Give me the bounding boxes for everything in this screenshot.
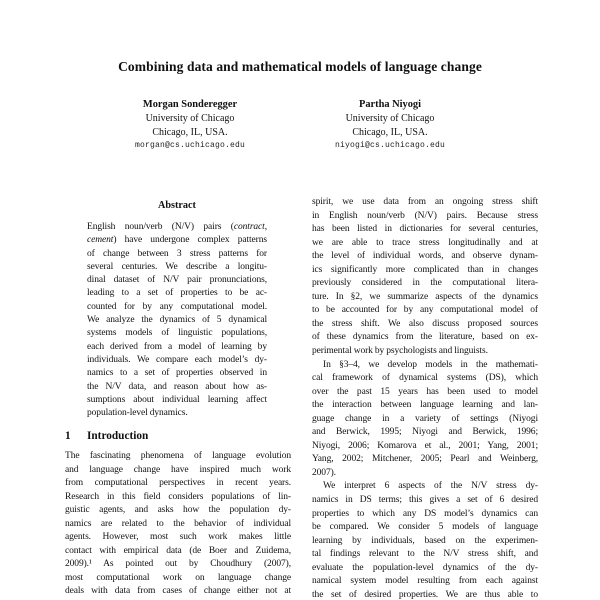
text-line: namics are related to the behavior of individual	[65, 518, 291, 529]
text-line: in English noun/verb (N/V) pairs. Because stress	[312, 210, 538, 221]
author-block-1	[90, 98, 290, 153]
text-line: population-level dynamics.	[87, 408, 188, 419]
author-location: Chicago, IL, USA.	[152, 126, 228, 138]
text-line: the N/V data, and reason about how as-	[87, 381, 267, 392]
text-line: namics to a set of properties observed in	[87, 368, 267, 379]
text-line: English noun/verb (N/V) pairs (contract,	[87, 222, 267, 232]
paper-title: Combining data and mathematical models of language change	[118, 59, 482, 74]
text-line: dinal dataset of N/V pair pronunciations,	[87, 275, 267, 286]
text-line: learning by individuals, based on the experimen-	[312, 535, 538, 546]
author-affiliation: University of Chicago	[345, 112, 435, 124]
introduction-body-left-column	[65, 450, 291, 599]
text-line: individuals. We compare each model’s dy-	[87, 354, 267, 365]
text-line: perimental work by psychologists and linguists.	[312, 346, 488, 357]
author-location: Chicago, IL, USA.	[352, 126, 428, 138]
text-line: and language change have inspired much work	[65, 464, 291, 475]
text-line: 2009).¹ As pointed out by Choudhury (2007),	[65, 559, 291, 569]
text-line: spirit, we use data from an ongoing stress shift	[312, 197, 538, 207]
text-line: and Berwick, 1995; Niyogi and Berwick, 1996;	[312, 427, 538, 438]
text-line: several centuries. We describe a longitu-	[87, 261, 267, 272]
text-line: sumptions about individual learning affect	[87, 394, 267, 405]
text-line: In §3–4, we develop models in the mathemati-	[323, 359, 538, 370]
abstract-heading: Abstract	[158, 200, 196, 211]
text-line: agents. However, most such work makes little	[65, 532, 291, 542]
text-line: properties to which any DS model’s dynamics can	[312, 508, 538, 519]
text-line: systems models of linguistic populations,	[87, 328, 267, 339]
text-line: from computational perspectives in recent years.	[65, 478, 291, 488]
text-line: leading to a set of properties to be ac-	[87, 288, 267, 299]
section-1-heading	[65, 430, 291, 442]
text-line: contact with empirical data (de Boer and Zuidema,	[65, 545, 291, 556]
text-line: guistic agents, and asks how the population dy-	[65, 505, 291, 515]
text-line: of these dynamics from the literature, based on ex-	[312, 332, 538, 343]
text-line: to be accounted for by any computational model of	[312, 305, 538, 316]
text-line: ture. In §2, we summarize aspects of the dynamics	[312, 291, 538, 302]
abstract-body	[87, 221, 267, 420]
author-email: niyogi@cs.uchicago.edu	[334, 141, 446, 151]
text-line: cement) have undergone complex patterns	[87, 235, 267, 246]
text-line: over the past 15 years has been used to model	[312, 386, 538, 397]
text-line: the set of desired properties. We are thus able to	[312, 589, 538, 600]
author-name: Morgan Sonderegger	[142, 99, 238, 110]
text-line: previously considered in the computational litera-	[312, 278, 538, 289]
author-name: Partha Niyogi	[358, 99, 422, 110]
text-line: deals with data from cases of change either not at	[65, 586, 291, 596]
text-line: ics significantly more complicated than in changes	[312, 264, 538, 275]
text-line: the stress shift. We also discuss proposed sources	[312, 318, 538, 329]
text-line: each derived from a model of learning by	[87, 341, 267, 352]
text-line: evaluate the population-level dynamics of the dy-	[312, 562, 538, 573]
text-line: cal framework of dynamical systems (DS), which	[312, 373, 538, 384]
author-block-2	[290, 98, 490, 153]
section-title: Introduction	[87, 430, 149, 442]
text-line: 2007).	[312, 467, 336, 478]
section-number: 1	[65, 430, 71, 442]
text-line: Yang, 2002; Mitchener, 2005; Pearl and Weinberg,	[312, 454, 538, 465]
right-column-body	[312, 196, 538, 600]
text-line: Niyogi, 2006; Komarova et al., 2001; Yang, 2001;	[312, 440, 538, 451]
text-line: namical system model resulting from each against	[312, 576, 538, 587]
text-line: we are able to trace stress longitudinally and at	[312, 237, 538, 248]
text-line: be compared. We consider 5 models of language	[312, 522, 538, 533]
text-line: the level of individual words, and observe dynam-	[312, 251, 538, 262]
text-line: We interpret 6 aspects of the N/V stress dy-	[323, 481, 538, 492]
author-affiliation: University of Chicago	[145, 112, 235, 124]
text-line: tal findings relevant to the N/V stress shift, and	[312, 549, 538, 560]
text-line: Research in this field considers populations of lin-	[65, 491, 291, 502]
text-line: most computational work on language change	[65, 572, 291, 583]
text-line: counted for by any computational model.	[87, 301, 267, 312]
text-line: has been listed in dictionaries for several centuries,	[312, 224, 538, 235]
author-email: morgan@cs.uchicago.edu	[134, 141, 246, 151]
text-line: namics in DS terms; this gives a set of 6 desired	[312, 495, 538, 506]
text-line: We analyze the dynamics of 5 dynamical	[87, 315, 267, 326]
text-line: guage change in a variety of settings (Niyogi	[312, 413, 538, 424]
text-line: The fascinating phenomena of language evolution	[65, 451, 291, 461]
text-line: of change between 3 stress patterns for	[87, 248, 267, 259]
text-line: the interaction between language learning and lan-	[312, 400, 538, 411]
